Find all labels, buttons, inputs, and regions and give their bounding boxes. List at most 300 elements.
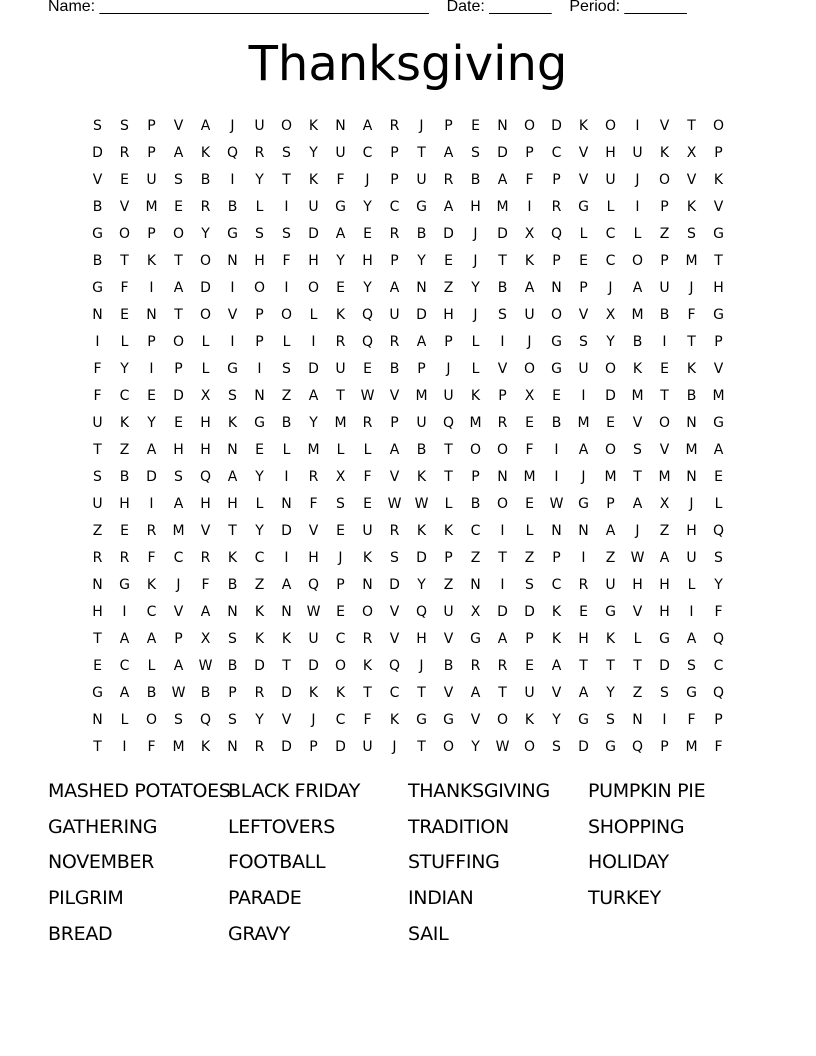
grid-letter: O	[172, 225, 185, 242]
grid-letter: L	[120, 711, 129, 728]
grid-letter: F	[201, 576, 210, 593]
grid-letter: K	[308, 171, 319, 188]
grid-letter: G	[92, 684, 103, 701]
grid-letter: J	[608, 279, 613, 296]
grid-letter: Q	[712, 684, 725, 701]
grid-letter: C	[389, 684, 400, 701]
grid-letter: K	[416, 468, 427, 485]
grid-letter: K	[524, 252, 535, 269]
grid-letter: C	[605, 225, 616, 242]
grid-letter: J	[581, 468, 586, 485]
grid-letter: K	[146, 252, 157, 269]
grid-letter: A	[416, 333, 427, 350]
grid-letter: C	[551, 144, 562, 161]
grid-letter: Y	[471, 279, 480, 296]
grid-letter: D	[200, 279, 211, 296]
grid-letter: M	[577, 414, 590, 431]
grid-letter: D	[497, 603, 508, 620]
grid-letter: I	[527, 198, 532, 215]
grid-letter: R	[335, 333, 346, 350]
grid-letter: O	[307, 279, 320, 296]
grid-letter: L	[687, 576, 696, 593]
grid-letter: A	[173, 144, 184, 161]
grid-letter: Y	[201, 225, 210, 242]
grid-letter: S	[93, 468, 102, 485]
grid-letter: B	[686, 387, 697, 404]
grid-letter: T	[363, 684, 372, 701]
grid-letter: P	[174, 360, 183, 377]
grid-letter: O	[442, 738, 455, 755]
grid-letter: T	[228, 522, 237, 539]
grid-letter: S	[606, 711, 615, 728]
grid-letter: V	[389, 630, 400, 647]
grid-letter: R	[497, 414, 508, 431]
grid-letter: D	[605, 387, 616, 404]
grid-letter: K	[659, 144, 670, 161]
grid-letter: A	[551, 657, 562, 674]
grid-letter: F	[120, 279, 129, 296]
grid-letter: A	[281, 576, 292, 593]
grid-letter: Y	[255, 522, 264, 539]
grid-letter: I	[122, 603, 127, 620]
grid-letter: U	[443, 603, 454, 620]
word-bank-item: INDIAN	[408, 887, 474, 910]
grid-letter: G	[605, 603, 616, 620]
grid-letter: N	[551, 522, 562, 539]
grid-letter: B	[146, 684, 157, 701]
grid-letter: B	[497, 279, 508, 296]
grid-letter: A	[713, 441, 724, 458]
grid-letter: K	[551, 630, 562, 647]
grid-letter: L	[363, 441, 372, 458]
grid-letter: K	[335, 306, 346, 323]
page-title: Thanksgiving	[248, 36, 568, 92]
grid-letter: W	[414, 495, 429, 512]
grid-letter: S	[120, 117, 129, 134]
grid-letter: M	[631, 306, 644, 323]
grid-letter: N	[281, 495, 292, 512]
grid-letter: Q	[361, 306, 374, 323]
grid-row	[84, 193, 732, 220]
grid-row	[84, 139, 732, 166]
grid-letter: O	[361, 603, 374, 620]
grid-letter: P	[525, 144, 534, 161]
grid-letter: J	[311, 711, 316, 728]
grid-letter: F	[309, 495, 318, 512]
grid-letter: E	[525, 414, 534, 431]
grid-letter: N	[227, 603, 238, 620]
word-bank-item: SAIL	[408, 922, 449, 945]
grid-letter: F	[93, 387, 102, 404]
grid-letter: J	[176, 576, 181, 593]
grid-letter: F	[282, 252, 291, 269]
grid-letter: Q	[199, 711, 212, 728]
grid-letter: P	[336, 576, 345, 593]
grid-letter: R	[146, 522, 157, 539]
grid-letter: O	[523, 117, 536, 134]
grid-letter: P	[444, 333, 453, 350]
grid-letter: M	[415, 387, 428, 404]
grid-letter: X	[659, 495, 670, 512]
grid-letter: V	[92, 171, 103, 188]
grid-letter: A	[119, 684, 130, 701]
grid-letter: S	[228, 711, 237, 728]
grid-letter: V	[578, 306, 589, 323]
grid-letter: H	[686, 522, 697, 539]
grid-letter: E	[336, 522, 345, 539]
grid-letter: Y	[309, 414, 318, 431]
grid-letter: K	[254, 630, 265, 647]
grid-letter: E	[606, 414, 615, 431]
grid-letter: X	[686, 144, 697, 161]
grid-letter: H	[200, 495, 211, 512]
grid-letter: G	[551, 333, 562, 350]
grid-letter: Z	[470, 549, 481, 566]
grid-letter: L	[336, 441, 345, 458]
grid-letter: V	[200, 522, 211, 539]
grid-letter: H	[92, 603, 103, 620]
grid-letter: U	[335, 144, 346, 161]
grid-letter: D	[281, 738, 292, 755]
grid-letter: P	[714, 144, 723, 161]
grid-letter: B	[200, 171, 211, 188]
grid-letter: A	[497, 171, 508, 188]
grid-letter: E	[174, 414, 183, 431]
grid-letter: V	[659, 117, 670, 134]
grid-letter: G	[686, 684, 697, 701]
grid-letter: Z	[605, 549, 616, 566]
grid-row	[84, 544, 732, 571]
grid-letter: S	[633, 441, 642, 458]
grid-letter: Q	[199, 468, 212, 485]
grid-letter: K	[146, 576, 157, 593]
grid-letter: Z	[443, 576, 454, 593]
grid-letter: B	[416, 441, 427, 458]
grid-letter: U	[686, 549, 697, 566]
grid-letter: T	[174, 252, 183, 269]
grid-letter: M	[172, 738, 185, 755]
word-bank-item: MASHED POTATOES	[48, 780, 231, 802]
grid-letter: P	[660, 252, 669, 269]
grid-letter: A	[173, 279, 184, 296]
grid-letter: G	[713, 225, 724, 242]
grid-letter: Y	[147, 414, 156, 431]
grid-letter: H	[227, 495, 238, 512]
grid-letter: I	[635, 117, 640, 134]
grid-letter: T	[660, 387, 669, 404]
grid-letter: J	[446, 360, 451, 377]
grid-letter: V	[443, 684, 454, 701]
grid-letter: H	[659, 603, 670, 620]
grid-letter: T	[498, 549, 507, 566]
word-bank	[48, 777, 768, 955]
grid-letter: C	[335, 711, 346, 728]
grid-letter: D	[416, 549, 427, 566]
grid-letter: N	[92, 306, 103, 323]
grid-letter: A	[578, 441, 589, 458]
grid-letter: A	[524, 279, 535, 296]
grid-letter: R	[389, 333, 400, 350]
grid-row	[84, 355, 732, 382]
grid-letter: J	[392, 738, 397, 755]
grid-letter: B	[92, 198, 103, 215]
word-bank-item: BREAD	[48, 922, 113, 945]
grid-letter: L	[255, 198, 264, 215]
grid-letter: N	[227, 441, 238, 458]
grid-letter: J	[689, 495, 694, 512]
grid-letter: H	[632, 576, 643, 593]
grid-letter: L	[633, 225, 642, 242]
grid-letter: O	[280, 117, 293, 134]
grid-letter: Z	[659, 225, 670, 242]
student-info-line: Name: _____________________________________ Date: _______ Period: _______	[48, 0, 687, 15]
grid-letter: T	[120, 252, 129, 269]
grid-letter: L	[309, 306, 318, 323]
grid-letter: E	[363, 360, 372, 377]
word-bank-item: BLACK FRIDAY	[228, 780, 361, 802]
grid-letter: S	[282, 360, 291, 377]
grid-letter: N	[335, 117, 346, 134]
grid-letter: A	[470, 684, 481, 701]
grid-letter: A	[632, 279, 643, 296]
grid-letter: U	[92, 414, 103, 431]
grid-letter: O	[199, 252, 212, 269]
grid-letter: K	[686, 198, 697, 215]
grid-letter: I	[284, 198, 289, 215]
grid-letter: R	[119, 549, 130, 566]
grid-letter: N	[470, 576, 481, 593]
grid-letter: I	[284, 279, 289, 296]
grid-letter: R	[389, 522, 400, 539]
word-bank-item: LEFTOVERS	[228, 815, 335, 838]
grid-letter: A	[146, 441, 157, 458]
grid-letter: X	[524, 225, 535, 242]
grid-letter: T	[687, 333, 696, 350]
grid-letter: U	[659, 279, 670, 296]
grid-letter: Z	[281, 387, 292, 404]
grid-letter: I	[500, 333, 505, 350]
grid-letter: A	[119, 630, 130, 647]
grid-letter: Z	[659, 522, 670, 539]
grid-letter: L	[444, 495, 453, 512]
grid-letter: I	[149, 279, 154, 296]
grid-letter: P	[606, 495, 615, 512]
grid-letter: D	[551, 117, 562, 134]
grid-letter: I	[500, 576, 505, 593]
grid-letter: S	[282, 144, 291, 161]
grid-letter: S	[552, 738, 561, 755]
grid-letter: A	[389, 441, 400, 458]
grid-letter: V	[389, 468, 400, 485]
grid-letter: N	[254, 387, 265, 404]
grid-letter: P	[552, 252, 561, 269]
grid-letter: G	[713, 414, 724, 431]
grid-letter: U	[308, 198, 319, 215]
grid-letter: E	[579, 603, 588, 620]
grid-letter: V	[551, 684, 562, 701]
grid-letter: R	[362, 414, 373, 431]
grid-letter: R	[92, 549, 103, 566]
grid-letter: Q	[415, 603, 428, 620]
grid-letter: T	[282, 657, 291, 674]
grid-letter: P	[417, 360, 426, 377]
grid-row	[84, 679, 732, 706]
grid-letter: M	[658, 468, 671, 485]
grid-letter: C	[335, 630, 346, 647]
grid-letter: Y	[363, 279, 372, 296]
grid-letter: K	[416, 522, 427, 539]
grid-letter: P	[714, 333, 723, 350]
grid-letter: E	[525, 495, 534, 512]
grid-letter: Z	[119, 441, 130, 458]
grid-letter: E	[525, 657, 534, 674]
grid-letter: V	[578, 144, 589, 161]
grid-letter: G	[443, 711, 454, 728]
grid-letter: U	[524, 306, 535, 323]
grid-letter: N	[92, 711, 103, 728]
grid-letter: Q	[712, 630, 725, 647]
grid-letter: N	[227, 252, 238, 269]
grid-letter: R	[389, 117, 400, 134]
grid-letter: F	[336, 171, 345, 188]
word-bank-item: HOLIDAY	[588, 851, 669, 874]
grid-letter: T	[336, 387, 345, 404]
grid-letter: L	[282, 441, 291, 458]
grid-letter: D	[308, 657, 319, 674]
grid-letter: O	[496, 441, 509, 458]
grid-letter: P	[390, 252, 399, 269]
grid-letter: V	[389, 603, 400, 620]
grid-letter: C	[605, 252, 616, 269]
grid-letter: K	[578, 117, 589, 134]
grid-letter: V	[686, 171, 697, 188]
grid-letter: G	[92, 225, 103, 242]
grid-letter: O	[280, 306, 293, 323]
grid-letter: G	[578, 198, 589, 215]
grid-letter: Y	[309, 144, 318, 161]
grid-letter: T	[579, 657, 588, 674]
grid-letter: T	[93, 738, 102, 755]
grid-row	[84, 247, 732, 274]
grid-letter: O	[253, 279, 266, 296]
grid-letter: B	[416, 225, 427, 242]
grid-letter: T	[498, 252, 507, 269]
grid-letter: P	[579, 279, 588, 296]
grid-letter: D	[308, 225, 319, 242]
grid-letter: Q	[442, 414, 455, 431]
grid-letter: U	[578, 360, 589, 377]
grid-letter: V	[497, 360, 508, 377]
grid-letter: L	[255, 495, 264, 512]
grid-letter: P	[147, 117, 156, 134]
grid-letter: E	[93, 657, 102, 674]
grid-letter: M	[604, 468, 617, 485]
grid-letter: Y	[606, 684, 615, 701]
grid-letter: D	[173, 387, 184, 404]
grid-letter: H	[254, 252, 265, 269]
grid-letter: D	[578, 738, 589, 755]
grid-letter: N	[686, 468, 697, 485]
grid-row	[84, 733, 732, 760]
grid-letter: T	[282, 171, 291, 188]
grid-letter: T	[498, 684, 507, 701]
grid-letter: N	[578, 522, 589, 539]
grid-letter: W	[495, 738, 510, 755]
grid-letter: K	[686, 360, 697, 377]
grid-letter: U	[443, 387, 454, 404]
grid-letter: N	[227, 738, 238, 755]
grid-letter: D	[443, 225, 454, 242]
word-bank-item: NOVEMBER	[48, 851, 155, 874]
grid-letter: J	[473, 252, 478, 269]
grid-letter: V	[659, 441, 670, 458]
grid-letter: F	[525, 441, 534, 458]
grid-letter: Y	[417, 252, 426, 269]
grid-letter: U	[605, 576, 616, 593]
grid-row	[84, 652, 732, 679]
grid-letter: N	[497, 117, 508, 134]
grid-letter: R	[497, 657, 508, 674]
grid-letter: L	[201, 333, 210, 350]
grid-letter: F	[147, 738, 156, 755]
grid-letter: R	[443, 171, 454, 188]
grid-letter: K	[227, 414, 238, 431]
grid-letter: I	[662, 711, 667, 728]
grid-letter: W	[171, 684, 186, 701]
grid-letter: L	[633, 630, 642, 647]
grid-letter: F	[687, 711, 696, 728]
grid-letter: D	[524, 603, 535, 620]
grid-letter: O	[604, 441, 617, 458]
grid-letter: H	[308, 549, 319, 566]
grid-letter: W	[360, 387, 375, 404]
grid-letter: S	[390, 549, 399, 566]
grid-letter: T	[174, 306, 183, 323]
grid-letter: V	[470, 711, 481, 728]
grid-row	[84, 220, 732, 247]
grid-letter: G	[92, 279, 103, 296]
grid-letter: I	[95, 333, 100, 350]
grid-letter: P	[390, 144, 399, 161]
grid-letter: O	[658, 171, 671, 188]
grid-letter: K	[200, 738, 211, 755]
word-bank-item: TRADITION	[408, 815, 509, 838]
grid-letter: C	[470, 522, 481, 539]
grid-letter: O	[496, 495, 509, 512]
grid-letter: Y	[255, 171, 264, 188]
grid-letter: P	[390, 171, 399, 188]
grid-letter: N	[497, 468, 508, 485]
grid-letter: R	[470, 657, 481, 674]
grid-letter: X	[335, 468, 346, 485]
grid-letter: D	[497, 144, 508, 161]
grid-letter: P	[444, 117, 453, 134]
grid-letter: V	[578, 171, 589, 188]
grid-letter: Q	[550, 225, 563, 242]
grid-letter: E	[120, 522, 129, 539]
grid-letter: Z	[92, 522, 103, 539]
grid-letter: B	[227, 198, 238, 215]
grid-letter: B	[92, 252, 103, 269]
grid-letter: O	[604, 360, 617, 377]
grid-letter: I	[257, 360, 262, 377]
grid-letter: K	[524, 711, 535, 728]
grid-letter: G	[551, 360, 562, 377]
word-bank-item: PILGRIM	[48, 887, 124, 910]
grid-letter: U	[146, 171, 157, 188]
grid-letter: O	[118, 225, 131, 242]
grid-letter: Y	[120, 360, 129, 377]
